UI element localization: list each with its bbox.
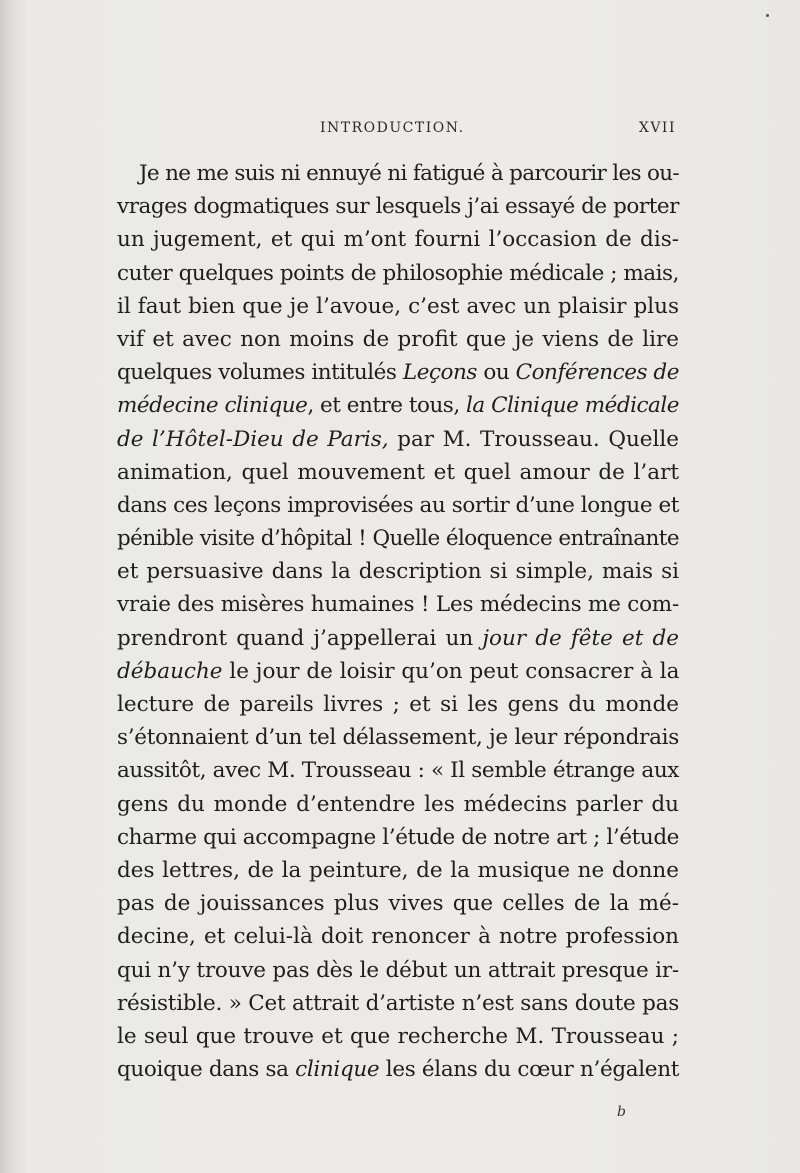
text-line xyxy=(117,887,679,920)
text-segment: s’étonnaient d’un tel délassement, je leur répondrais xyxy=(117,725,679,751)
text-segment: prendront quand j’appellerai un xyxy=(117,625,483,651)
italic-text: la Clinique médicale xyxy=(466,393,679,419)
text-segment: pénible visite d’hôpital ! Quelle éloquence entraînante xyxy=(117,526,679,552)
page-number: XVII xyxy=(638,120,676,136)
text-segment: lecture de pareils livres ; et si les gens du monde xyxy=(117,692,679,717)
text-line xyxy=(117,588,679,621)
text-line xyxy=(117,290,679,323)
italic-text: débauche xyxy=(117,658,223,684)
text-segment: animation, quel mouvement et quel amour de l’art xyxy=(117,459,679,485)
text-line xyxy=(117,190,679,223)
text-segment: qui n’y trouve pas dès le début un attrait presque ir- xyxy=(117,957,679,983)
text-segment: ou xyxy=(476,360,516,386)
text-segment: le jour de loisir qu’on peut consacrer à la xyxy=(222,658,680,684)
page-header xyxy=(120,120,680,140)
italic-text: Leçons xyxy=(402,360,477,386)
paper-speck xyxy=(766,14,769,17)
text-line xyxy=(117,622,679,655)
text-line xyxy=(117,555,679,588)
text-segment: les élans du cœur n’égalent xyxy=(379,1057,679,1083)
running-head: INTRODUCTION. xyxy=(320,120,465,136)
text-line xyxy=(117,257,679,290)
text-line xyxy=(117,1053,679,1086)
body-paragraph xyxy=(117,157,679,1086)
italic-text: médecine clinique xyxy=(117,393,308,419)
text-line xyxy=(117,688,679,721)
text-segment: un jugement, et qui m’ont fourni l’occasion de dis- xyxy=(117,227,679,253)
text-segment: le seul que trouve et que recherche M. Trousseau ; xyxy=(117,1023,679,1049)
text-segment: decine, et celui-là doit renoncer à notre profession xyxy=(117,924,679,950)
text-line xyxy=(117,356,679,389)
text-segment: cuter quelques points de philosophie médicale ; mais, xyxy=(117,260,679,286)
text-segment: des lettres, de la peinture, de la musique ne donne xyxy=(117,857,679,883)
text-line xyxy=(117,1020,679,1053)
text-line xyxy=(117,987,679,1020)
text-line xyxy=(117,821,679,854)
text-line xyxy=(117,721,679,754)
italic-text: jour de fête et de xyxy=(482,625,679,651)
text-segment: vrages dogmatiques sur lesquels j’ai essayé de porter xyxy=(117,194,679,220)
text-segment: , et entre tous, xyxy=(307,393,467,419)
italic-text: de l’Hôtel-Dieu de Paris, xyxy=(117,426,389,452)
text-line xyxy=(117,389,679,422)
text-segment: pas de jouissances plus vives que celles de la mé- xyxy=(117,891,679,917)
text-line xyxy=(117,954,679,987)
text-segment: et persuasive dans la description si simple, mais si xyxy=(117,559,679,585)
text-line xyxy=(117,489,679,522)
text-segment: charme qui accompagne l’étude de notre art ; l’étude xyxy=(117,824,680,850)
text-segment: gens du monde d’entendre les médecins parler du xyxy=(117,791,679,817)
signature-mark: b xyxy=(617,1104,626,1120)
text-line xyxy=(117,854,679,887)
text-segment: vraie des misères humaines ! Les médecins me com- xyxy=(117,592,679,618)
italic-text: clinique xyxy=(295,1057,380,1083)
text-line xyxy=(117,223,679,256)
text-segment: résistible. » Cet attrait d’artiste n’est sans doute pas xyxy=(117,990,679,1016)
text-line xyxy=(117,456,679,489)
text-segment: Je ne me suis ni ennuyé ni fatigué à parcourir les ou- xyxy=(139,161,679,186)
text-line xyxy=(117,655,679,688)
text-segment: il faut bien que je l’avoue, c’est avec un plaisir plus xyxy=(117,293,679,319)
text-segment: quelques volumes intitulés xyxy=(117,360,403,386)
text-segment: vif et avec non moins de profit que je viens de lire xyxy=(117,326,679,352)
text-line xyxy=(117,754,679,787)
text-line xyxy=(117,788,679,821)
text-segment: par M. Trousseau. Quelle xyxy=(388,426,679,452)
text-line xyxy=(117,423,679,456)
text-segment: dans ces leçons improvisées au sortir d’une longue et xyxy=(117,492,680,518)
italic-text: Conférences de xyxy=(515,360,679,386)
text-line xyxy=(117,920,679,953)
text-line xyxy=(117,157,679,190)
text-segment: aussitôt, avec M. Trousseau : « Il semble étrange aux xyxy=(117,758,680,784)
text-segment: quoique dans sa xyxy=(117,1057,296,1083)
text-line xyxy=(117,522,679,555)
text-line xyxy=(117,323,679,356)
